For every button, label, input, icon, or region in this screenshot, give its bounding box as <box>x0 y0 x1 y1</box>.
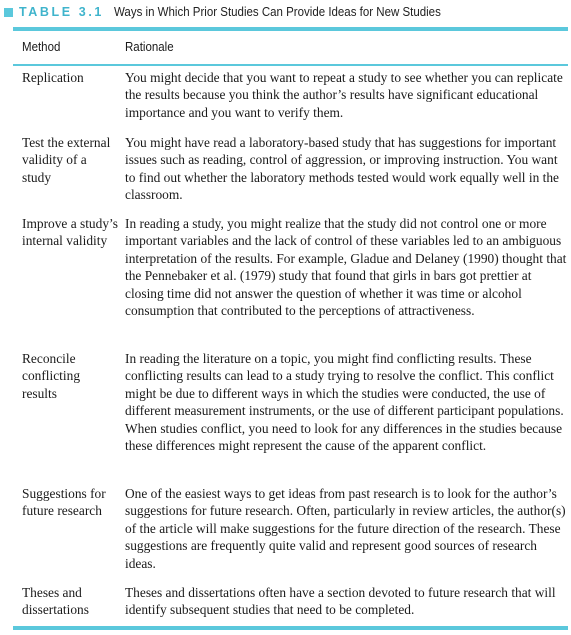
method-cell: Suggestions for future research <box>22 486 106 519</box>
table-header-rule <box>13 64 568 66</box>
table-title-bar <box>0 4 469 20</box>
table-bottom-rule <box>13 626 568 630</box>
table-caption: Ways in Which Prior Studies Can Provide Ideas for New Studies <box>114 5 441 19</box>
method-cell: Reconcile conflicting results <box>22 351 81 401</box>
table-label: TABLE 3.1 <box>19 5 104 19</box>
rationale-cell: Theses and dissertations often have a section devoted to future research that will identify subsequent studies that need to be completed. <box>125 585 556 618</box>
rationale-cell: You might decide that you want to repeat a study to see whether you can replicate the results because you think the author’s results have significant educational importance and you want to verify them. <box>125 70 563 120</box>
table-top-rule <box>13 27 568 31</box>
method-cell: Theses and dissertations <box>22 585 89 618</box>
table-marker-square <box>4 8 13 17</box>
rationale-cell: One of the easiest ways to get ideas from past research is to look for the author’s suggestions for future research. Often, particularly in review articles, the author(s) of the article will make suggestions for the future direction of the research. These suggestions are frequently quite valid and represent good sources of research ideas. <box>125 486 566 571</box>
column-header-method: Method <box>22 40 61 54</box>
column-header-rationale: Rationale <box>125 40 174 54</box>
method-cell: Improve a study’s internal validity <box>22 216 118 249</box>
rationale-cell: In reading a study, you might realize that the study did not control one or more important variables and the lack of control of these variables led to an ambiguous interpretation of the results. For example, Gladue and Delaney (1990) thought that the Pennebaker et al. (1979) study that found that girls in bars got prettier at closing time did not answer the question of whether it was time or alcohol consumption that contributed to the perceptions of attractiveness. <box>125 216 567 319</box>
rationale-cell: In reading the literature on a topic, you might find conflicting results. These conflicting results can lead to a study trying to resolve the conflict. This conflict might be due to different ways in which the studies were conducted, the use of different measurement instruments, or the use of different participant populations. When studies conflict, you need to look for any differences in the studies because these differences might represent the cause of the apparent conflict. <box>125 351 564 454</box>
rationale-cell: You might have read a laboratory-based study that has suggestions for important issues such as reading, control of aggression, or improving instruction. You want to find out whether the laboratory methods tested would work equally well in the classroom. <box>125 135 559 203</box>
method-cell: Test the external validity of a study <box>22 135 111 185</box>
method-cell: Replication <box>22 70 84 85</box>
